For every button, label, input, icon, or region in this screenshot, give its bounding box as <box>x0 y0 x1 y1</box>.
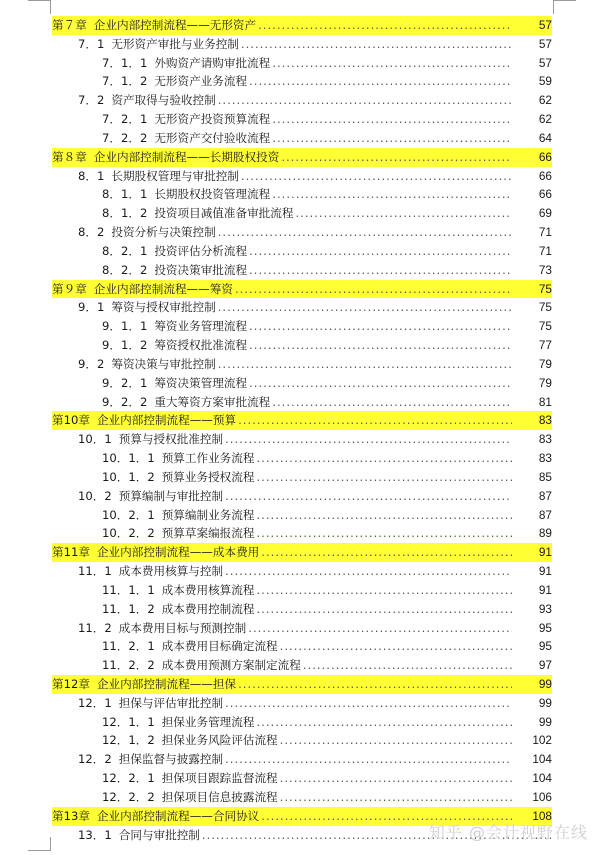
toc-chapter-entry[interactable] <box>52 675 552 694</box>
toc-entry-text <box>102 656 512 675</box>
toc-entry-title: 重大筹资方案审批流程 <box>154 394 271 409</box>
toc-entry-number: 11．1．1 <box>102 582 155 597</box>
toc-entry-text <box>102 637 512 656</box>
toc-entry-title: 担保项目信息披露流程 <box>161 789 278 804</box>
toc-entry-number: 7．1．2 <box>102 74 148 89</box>
toc-subsection-entry[interactable] <box>52 769 552 788</box>
toc-entry-text <box>102 317 512 336</box>
toc-entry-text <box>78 355 512 374</box>
toc-subsection-entry[interactable] <box>52 713 552 732</box>
toc-page-number: 71 <box>538 243 552 258</box>
toc-entry-number: 11．2．2 <box>102 658 155 673</box>
toc-entry-number: 8．2．1 <box>102 243 148 258</box>
toc-subsection-entry[interactable] <box>52 242 552 261</box>
toc-page-number: 99 <box>538 695 552 710</box>
toc-entry-number: 7．1 <box>78 36 105 51</box>
toc-entry-title: 成本费用预测方案制定流程 <box>161 658 301 673</box>
toc-page-number: 83 <box>538 451 552 466</box>
toc-entry-text <box>102 769 512 788</box>
toc-entry-title: 企业内部控制流程——长期股权投资 <box>93 149 280 164</box>
toc-subsection-entry[interactable] <box>52 317 552 336</box>
toc-subsection-entry[interactable] <box>52 393 552 412</box>
toc-entry-number: 第９章 <box>52 281 87 296</box>
toc-entry-text <box>102 713 512 732</box>
toc-entry-title: 无形资产业务流程 <box>154 74 248 89</box>
toc-chapter-entry[interactable] <box>52 411 552 430</box>
toc-entry-title: 企业内部控制流程——预算 <box>96 413 237 428</box>
crop-mark-top-right-h <box>554 0 576 1</box>
toc-entry-title: 担保项目跟踪监督流程 <box>161 771 278 786</box>
toc-entry-title: 投资评估分析流程 <box>154 243 248 258</box>
toc-entry-title: 预算与授权批准控制 <box>118 432 224 447</box>
toc-entry-title: 成本费用目标确定流程 <box>161 639 278 654</box>
toc-entry-text <box>102 72 512 91</box>
toc-entry-text <box>102 110 512 129</box>
toc-entry-title: 预算业务授权流程 <box>161 469 255 484</box>
toc-entry-text <box>52 675 512 694</box>
toc-entry-text <box>102 261 512 280</box>
toc-entry-text <box>52 543 512 562</box>
toc-entry-number: 12．2．2 <box>102 789 155 804</box>
toc-entry-title: 筹资与授权审批控制 <box>111 300 216 315</box>
toc-entry-text <box>102 374 512 393</box>
toc-entry-title: 预算编制业务流程 <box>161 507 255 522</box>
toc-page-number: 57 <box>539 16 552 35</box>
toc-entry-title: 企业内部控制流程——担保 <box>96 676 237 691</box>
toc-subsection-entry[interactable] <box>52 524 552 543</box>
toc-subsection-entry[interactable] <box>52 468 552 487</box>
toc-entry-title: 预算草案编报流程 <box>161 526 255 541</box>
toc-page-number: 75 <box>538 319 552 334</box>
toc-section-entry[interactable] <box>52 750 552 769</box>
toc-section-entry[interactable] <box>52 167 552 186</box>
toc-entry-number: 第10章 <box>52 413 90 428</box>
toc-entry-text <box>52 16 512 35</box>
toc-entry-title: 担保监督与披露控制 <box>118 752 224 767</box>
toc-page-number: 66 <box>538 168 552 183</box>
toc-entry-text <box>102 129 512 148</box>
watermark: 知乎 @会计视野在线 <box>428 823 588 842</box>
toc-entry-number: 12．2．1 <box>102 771 155 786</box>
toc-chapter-entry[interactable] <box>52 543 552 562</box>
toc-entry-text <box>78 562 512 581</box>
toc-entry-number: 11．2．1 <box>102 639 155 654</box>
toc-page-number: 91 <box>539 543 552 562</box>
toc-page-number: 83 <box>539 411 552 430</box>
toc-page-number: 106 <box>532 789 552 804</box>
toc-entry-number: 10．2 <box>78 488 112 503</box>
toc-entry-number: 第11章 <box>52 545 90 560</box>
toc-section-entry[interactable] <box>52 562 552 581</box>
toc-page-number: 108 <box>532 807 552 826</box>
toc-entry-title: 成本费用核算流程 <box>161 582 255 597</box>
toc-entry-title: 长期股权管理与审批控制 <box>111 168 239 183</box>
toc-entry-title: 筹资授权批准流程 <box>154 338 248 353</box>
toc-entry-text <box>52 148 512 167</box>
toc-entry-number: 9．2．2 <box>102 394 148 409</box>
toc-entry-text <box>102 581 512 600</box>
toc-subsection-entry[interactable] <box>52 637 552 656</box>
toc-page-number: 87 <box>538 488 552 503</box>
toc-entry-number: 8．1．1 <box>102 187 148 202</box>
crop-mark-bottom-left-h <box>28 850 50 851</box>
toc-entry-title: 企业内部控制流程——成本费用 <box>96 545 260 560</box>
toc-entry-title: 资产取得与验收控制 <box>111 93 216 108</box>
toc-entry-text <box>102 185 512 204</box>
toc-entry-title: 投资决策审批流程 <box>154 262 248 277</box>
toc-entry-number: 10．1．1 <box>102 451 155 466</box>
toc-page-number: 62 <box>538 93 552 108</box>
toc-entry-number: 第12章 <box>52 676 90 691</box>
toc-entry-number: 9．1 <box>78 300 105 315</box>
toc-entry-text <box>52 280 512 299</box>
toc-page-number: 87 <box>538 507 552 522</box>
table-of-contents <box>52 16 552 844</box>
toc-entry-title: 企业内部控制流程——合同协议 <box>96 808 260 823</box>
toc-entry-text <box>78 91 512 110</box>
toc-entry-text <box>102 393 512 412</box>
toc-subsection-entry[interactable] <box>52 185 552 204</box>
toc-entry-number: 11．1．2 <box>102 601 155 616</box>
toc-entry-number: 12．1．1 <box>102 714 155 729</box>
toc-page-number: 97 <box>538 658 552 673</box>
toc-entry-text <box>78 750 512 769</box>
toc-page-number: 95 <box>538 620 552 635</box>
toc-entry-number: 8．1 <box>78 168 105 183</box>
toc-subsection-entry[interactable] <box>52 731 552 750</box>
toc-page-number: 75 <box>538 300 552 315</box>
toc-subsection-entry[interactable] <box>52 110 552 129</box>
toc-page-number: 71 <box>538 225 552 240</box>
toc-subsection-entry[interactable] <box>52 72 552 91</box>
toc-page-number: 75 <box>539 280 552 299</box>
toc-entry-number: 12．2 <box>78 752 112 767</box>
toc-entry-number: 第13章 <box>52 808 90 823</box>
toc-subsection-entry[interactable] <box>52 261 552 280</box>
toc-page-number: 95 <box>538 639 552 654</box>
toc-page-number: 102 <box>532 733 552 748</box>
toc-entry-number: 10．1 <box>78 432 112 447</box>
toc-entry-title: 企业内部控制流程——筹资 <box>93 281 233 296</box>
toc-entry-title: 企业内部控制流程——无形资产 <box>93 18 257 32</box>
toc-page-number: 79 <box>538 375 552 390</box>
toc-page-number: 62 <box>538 112 552 127</box>
toc-chapter-entry[interactable] <box>52 16 552 35</box>
toc-subsection-entry[interactable] <box>52 506 552 525</box>
toc-page-number: 83 <box>538 432 552 447</box>
toc-entry-number: 8．2．2 <box>102 262 148 277</box>
toc-page-number: 85 <box>538 469 552 484</box>
toc-entry-text <box>78 694 512 713</box>
toc-entry-text <box>102 788 512 807</box>
toc-page-number: 79 <box>538 356 552 371</box>
toc-section-entry[interactable] <box>52 619 552 638</box>
toc-entry-text <box>78 430 512 449</box>
toc-entry-title: 筹资业务管理流程 <box>154 319 248 334</box>
toc-entry-title: 担保业务风险评估流程 <box>161 733 278 748</box>
toc-entry-title: 成本费用控制流程 <box>161 601 255 616</box>
toc-entry-title: 成本费用目标与预测控制 <box>118 620 247 635</box>
toc-entry-title: 合同与审批控制 <box>118 827 200 842</box>
toc-page-number: 69 <box>538 206 552 221</box>
toc-subsection-entry[interactable] <box>52 336 552 355</box>
toc-entry-number: 9．1．2 <box>102 338 148 353</box>
toc-entry-text <box>52 411 512 430</box>
toc-entry-text <box>78 35 512 54</box>
toc-subsection-entry[interactable] <box>52 581 552 600</box>
toc-page-number: 91 <box>538 564 552 579</box>
toc-entry-number: 7．2．2 <box>102 130 148 145</box>
toc-entry-title: 成本费用核算与控制 <box>118 564 224 579</box>
toc-page-number: 104 <box>532 752 552 767</box>
toc-page-number: 81 <box>538 394 552 409</box>
toc-page-number: 93 <box>538 601 552 616</box>
toc-subsection-entry[interactable] <box>52 54 552 73</box>
toc-page-number: 91 <box>538 582 552 597</box>
crop-mark-top-left-h <box>28 0 50 1</box>
toc-entry-number: 9．1．1 <box>102 319 148 334</box>
toc-entry-title: 担保与评估审批控制 <box>118 695 224 710</box>
toc-entry-text <box>102 242 512 261</box>
toc-entry-text <box>102 524 512 543</box>
toc-subsection-entry[interactable] <box>52 788 552 807</box>
toc-entry-number: 11．1 <box>78 564 112 579</box>
toc-page-number: 57 <box>538 55 552 70</box>
toc-entry-text <box>102 336 512 355</box>
crop-mark-top-left-v <box>50 0 51 14</box>
toc-subsection-entry[interactable] <box>52 374 552 393</box>
crop-mark-bottom-left-v <box>50 837 51 851</box>
toc-section-entry[interactable] <box>52 223 552 242</box>
toc-entry-title: 预算工作业务流程 <box>161 451 255 466</box>
toc-entry-text <box>78 619 512 638</box>
toc-entry-title: 投资分析与决策控制 <box>111 225 216 240</box>
toc-entry-title: 无形资产投资预算流程 <box>154 112 271 127</box>
toc-entry-title: 筹资决策与审批控制 <box>111 356 216 371</box>
toc-section-entry[interactable] <box>52 35 552 54</box>
toc-page-number: 104 <box>532 771 552 786</box>
toc-entry-number: 第８章 <box>52 149 87 164</box>
toc-entry-title: 外购资产请购审批流程 <box>154 55 271 70</box>
toc-entry-number: 10．1．2 <box>102 469 155 484</box>
toc-section-entry[interactable] <box>52 355 552 374</box>
toc-page-number: 73 <box>538 262 552 277</box>
toc-entry-number: 12．1．2 <box>102 733 155 748</box>
toc-entry-text <box>78 223 512 242</box>
toc-entry-title: 长期股权投资管理流程 <box>154 187 271 202</box>
crop-mark-top-right-v <box>553 0 554 14</box>
toc-page-number: 66 <box>538 187 552 202</box>
toc-entry-number: 11．2 <box>78 620 112 635</box>
toc-subsection-entry[interactable] <box>52 600 552 619</box>
toc-entry-number: 10．2．1 <box>102 507 155 522</box>
toc-entry-title: 筹资决策管理流程 <box>154 375 248 390</box>
toc-entry-title: 预算编制与审批控制 <box>118 488 224 503</box>
toc-entry-text <box>102 600 512 619</box>
toc-entry-text <box>78 167 512 186</box>
toc-entry-number: 7．2 <box>78 93 105 108</box>
toc-entry-number: 8．1．2 <box>102 206 148 221</box>
toc-entry-title: 担保业务管理流程 <box>161 714 255 729</box>
toc-entry-title: 无形资产审批与业务控制 <box>111 36 239 51</box>
toc-page-number: 57 <box>538 36 552 51</box>
toc-subsection-entry[interactable] <box>52 449 552 468</box>
toc-section-entry[interactable] <box>52 91 552 110</box>
toc-section-entry[interactable] <box>52 487 552 506</box>
toc-section-entry[interactable] <box>52 298 552 317</box>
toc-entry-text <box>102 54 512 73</box>
toc-page-number: 99 <box>538 714 552 729</box>
toc-entry-title: 无形资产交付验收流程 <box>154 130 271 145</box>
toc-entry-text <box>102 731 512 750</box>
toc-section-entry[interactable] <box>52 694 552 713</box>
toc-subsection-entry[interactable] <box>52 129 552 148</box>
toc-entry-number: 13．1 <box>78 827 112 842</box>
toc-entry-number: 第７章 <box>52 18 87 32</box>
toc-entry-number: 7．2．1 <box>102 112 148 127</box>
toc-entry-text <box>102 468 512 487</box>
toc-page-number: 59 <box>538 74 552 89</box>
toc-entry-number: 8．2 <box>78 225 105 240</box>
toc-entry-number: 9．2 <box>78 356 105 371</box>
toc-page-number: 99 <box>539 675 552 694</box>
toc-entry-text <box>78 487 512 506</box>
toc-entry-title: 投资项目减值准备审批流程 <box>154 206 294 221</box>
toc-entry-number: 12．1 <box>78 695 112 710</box>
toc-entry-text <box>102 449 512 468</box>
toc-page-number: 64 <box>538 130 552 145</box>
toc-page-number: 66 <box>539 148 552 167</box>
toc-chapter-entry[interactable] <box>52 148 552 167</box>
toc-entry-number: 7．1．1 <box>102 55 148 70</box>
toc-subsection-entry[interactable] <box>52 204 552 223</box>
toc-entry-number: 10．2．2 <box>102 526 155 541</box>
toc-subsection-entry[interactable] <box>52 656 552 675</box>
toc-chapter-entry[interactable] <box>52 280 552 299</box>
toc-entry-text <box>102 204 512 223</box>
toc-page-number: 89 <box>538 526 552 541</box>
toc-entry-number: 9．2．1 <box>102 375 148 390</box>
toc-entry-text <box>102 506 512 525</box>
toc-page-number: 77 <box>538 338 552 353</box>
toc-section-entry[interactable] <box>52 430 552 449</box>
toc-entry-text <box>78 298 512 317</box>
